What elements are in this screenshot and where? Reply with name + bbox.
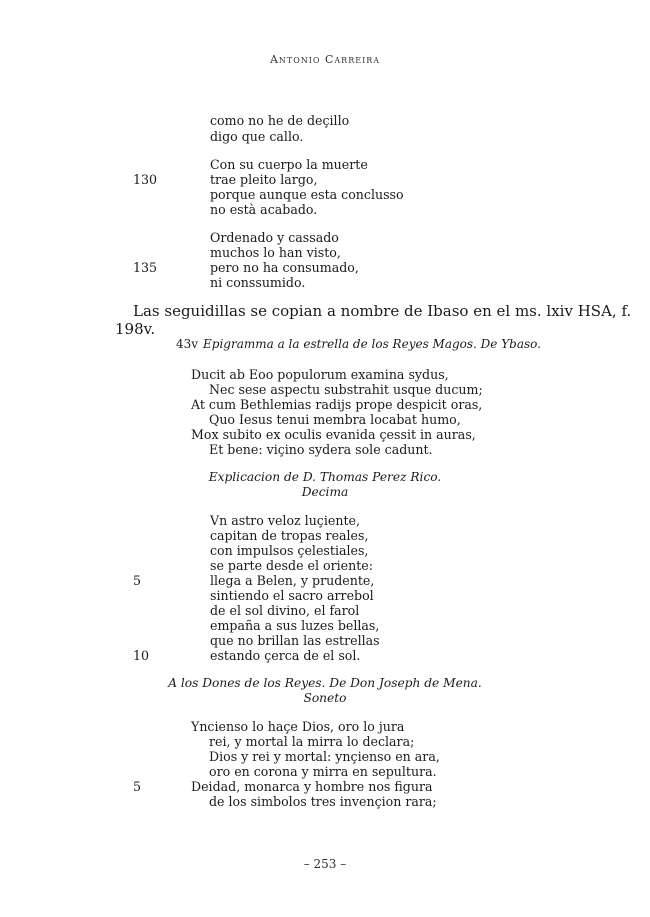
verse-line: empaña a sus luzes bellas, xyxy=(210,618,380,633)
verse-line: ni conssumido. xyxy=(210,275,306,290)
verse-line: porque aunque esta conclusso xyxy=(210,187,404,202)
verse-line: Et bene: viçino sydera sole cadunt. xyxy=(209,442,433,457)
verse-line: sintiendo el sacro arrebol xyxy=(210,588,374,603)
verse-line: que no brillan las estrellas xyxy=(210,633,380,648)
verse-line: llega a Belen, y prudente, xyxy=(210,573,375,588)
line-number: 5 xyxy=(133,779,142,794)
verse-line: de los simbolos tres invençion rara; xyxy=(209,794,437,809)
verse-line: trae pleito largo, xyxy=(210,172,318,187)
verse-line: capitan de tropas reales, xyxy=(210,528,369,543)
section-heading: A los Dones de los Reyes. De Don Joseph de Mena. xyxy=(168,676,482,690)
section-subheading: Decima xyxy=(301,485,349,499)
line-number: 135 xyxy=(133,260,158,275)
verse-line: de el sol divino, el farol xyxy=(210,603,360,618)
verse-line: Quo Iesus tenui membra locabat humo, xyxy=(209,412,461,427)
line-number: 130 xyxy=(133,172,158,187)
verse-line: Deidad, monarca y hombre nos figura xyxy=(191,779,433,794)
verse-line: Dios y rei y mortal: ynçienso en ara, xyxy=(209,749,440,764)
verse-line: como no he de deçillo xyxy=(210,113,350,128)
page-number: – 253 – xyxy=(303,857,347,871)
section-heading: Explicacion de D. Thomas Perez Rico. xyxy=(208,470,442,484)
verse-line: Ducit ab Eoo populorum examina sydus, xyxy=(191,367,449,382)
line-number: 5 xyxy=(133,573,142,588)
verse-line: pero no ha consumado, xyxy=(210,260,359,275)
verse-line: con impulsos çelestiales, xyxy=(210,543,369,558)
line-number: 10 xyxy=(133,648,150,663)
verse-line: Mox subito ex oculis evanida çessit in auras, xyxy=(191,427,476,442)
prose-note-line: 198v. xyxy=(115,320,156,338)
epigram-title: Epigramma a la estrella de los Reyes Magos. De Ybaso. xyxy=(203,337,541,351)
verse-line: Con su cuerpo la muerte xyxy=(210,157,368,172)
verse-line: no està acabado. xyxy=(210,202,318,217)
verse-line: Nec sese aspectu substrahit usque ducum; xyxy=(209,382,483,397)
verse-line: Yncienso lo haçe Dios, oro lo jura xyxy=(191,719,405,734)
verse-line: oro en corona y mirra en sepultura. xyxy=(209,764,437,779)
verse-line: estando çerca de el sol. xyxy=(210,648,361,663)
verse-line: digo que callo. xyxy=(210,129,304,144)
verse-line: Ordenado y cassado xyxy=(210,230,339,245)
prose-note-line: Las seguidillas se copian a nombre de Ibaso en el ms. lxiv HSA, f. xyxy=(133,302,632,320)
running-header: Antonio Carreira xyxy=(269,53,381,66)
verse-line: At cum Bethlemias radijs prope despicit oras, xyxy=(191,397,483,412)
section-subheading: Soneto xyxy=(303,691,347,705)
verse-line: Vn astro veloz luçiente, xyxy=(210,513,360,528)
verse-line: muchos lo han visto, xyxy=(210,245,341,260)
folio-reference: 43v xyxy=(176,337,199,351)
verse-line: rei, y mortal la mirra lo declara; xyxy=(209,734,415,749)
verse-line: se parte desde el oriente: xyxy=(210,558,373,573)
